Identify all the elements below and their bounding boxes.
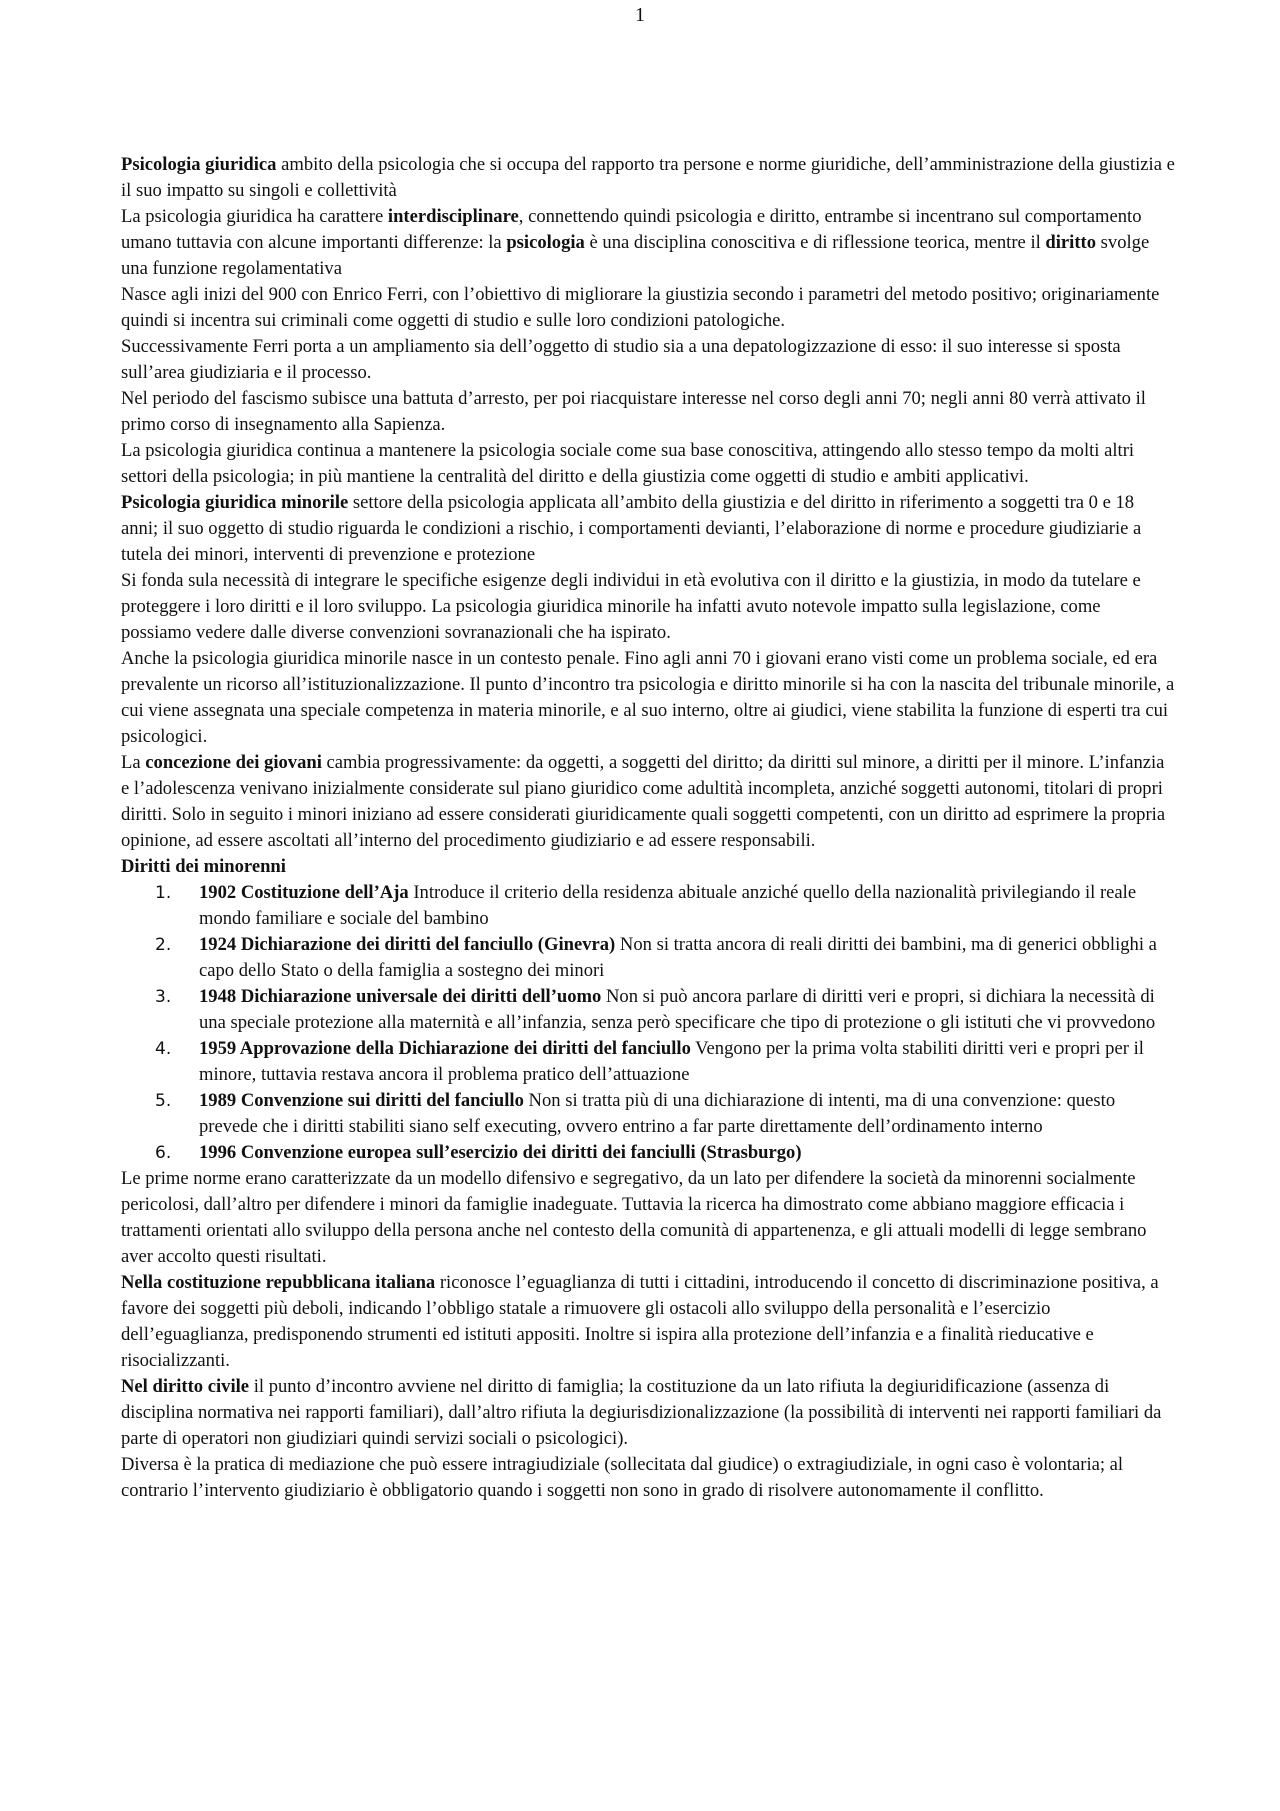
paragraph-costituzione: Nella costituzione repubblicana italiana riconosce l’eguaglianza di tutti i cittadini, introducendo il concetto di discriminazione positiva, a favore dei soggetti più deboli, indicando l’obbligo statale a rimuovere gli ostacoli allo sviluppo della personalità e l’esercizio dell’eguaglianza, predisponendo strumenti ed istituti appositi. Inoltre si ispira alla protezione dell’infanzia e a finalità rieducative e risocializzanti. bbox=[121, 1272, 1159, 1371]
list-item-text: Non si tratta ancora di reali diritti dei bambini, ma di generici obblighi a capo dello Stato o della famiglia a sostegno dei minori bbox=[199, 934, 1157, 981]
list-item-title: 1924 Dichiarazione dei diritti del fanciullo (Ginevra) bbox=[199, 934, 616, 955]
document-body bbox=[121, 152, 1175, 1504]
list-item-title: 1989 Convenzione sui diritti del fanciullo bbox=[199, 1090, 524, 1111]
term-psicologia: psicologia bbox=[506, 232, 585, 253]
paragraph-penal-context: Anche la psicologia giuridica minorile nasce in un contesto penale. Fino agli anni 70 i giovani erano visti come un problema sociale, ed era prevalente un ricorso all’istituzionalizzazione. Il punto d’incontro tra psicologia e diritto minorile si ha con la nascita del tribunale minorile, a cui viene assegnata una speciale competenza in materia minorile, e al suo interno, oltre ai giudici, viene stabilita la funzione di esperti tra cui psicologici. bbox=[121, 648, 1175, 747]
term-psicologia-giuridica-minorile: Psicologia giuridica minorile bbox=[121, 492, 349, 513]
list-item-title: 1996 Convenzione europea sull’esercizio dei diritti dei fanciulli (Strasburgo) bbox=[199, 1142, 802, 1163]
paragraph-interdisciplinary: La psicologia giuridica ha carattere interdisciplinare, connettendo quindi psicologia e diritto, entrambe si incentrano sul comportamento umano tuttavia con alcune importanti differenze: la psicologia è una disciplina conoscitiva e di riflessione teorica, mentre il diritto svolge una funzione regolamentativa bbox=[121, 206, 1150, 279]
list-item bbox=[121, 1088, 1175, 1140]
list-item-text: Introduce il criterio della residenza abituale anziché quello della nazionalità privilegiando il reale mondo familiare e sociale del bambino bbox=[199, 882, 1137, 929]
list-item bbox=[121, 880, 1175, 932]
paragraph-ferri: Successivamente Ferri porta a un ampliamento sia dell’oggetto di studio sia a una depatologizzazione di esso: il suo interesse si sposta sull’area giudiziaria e il processo. bbox=[121, 336, 1121, 383]
paragraph-definition: Psicologia giuridica ambito della psicologia che si occupa del rapporto tra persone e norme giuridiche, dell’amministrazione della giustizia e il suo impatto su singoli e collettività bbox=[121, 154, 1175, 201]
term-diritto: diritto bbox=[1045, 232, 1097, 253]
list-item-title: 1902 Costituzione dell’Aja bbox=[199, 882, 409, 903]
list-number: 6. bbox=[155, 1143, 172, 1163]
paragraph-origins: Nasce agli inizi del 900 con Enrico Ferri, con l’obiettivo di migliorare la giustizia secondo i parametri del metodo positivo; originariamente quindi si incentra sui criminali come oggetti di studio e sulle loro condizioni patologiche. bbox=[121, 284, 1160, 331]
list-item bbox=[121, 1140, 1175, 1166]
page-number: 1 bbox=[635, 4, 645, 26]
list-item bbox=[121, 1036, 1175, 1088]
list-item bbox=[121, 984, 1175, 1036]
list-number: 3. bbox=[155, 987, 172, 1007]
rights-heading: Diritti dei minorenni bbox=[121, 856, 286, 877]
list-number: 1. bbox=[155, 883, 172, 903]
term-costituzione-repubblicana: Nella costituzione repubblicana italiana bbox=[121, 1272, 436, 1293]
list-number: 2. bbox=[155, 935, 172, 955]
paragraph-diritto-civile: Nel diritto civile il punto d’incontro avviene nel diritto di famiglia; la costituzione da un lato rifiuta la degiuridificazione (assenza di disciplina normativa nei rapporti familiari), dall’altro rifiuta la degiurisdizionalizzazione (la possibilità di interventi nei rapporti familiari da parte di operatori non giudiziari quindi servizi sociali o psicologici). bbox=[121, 1376, 1162, 1449]
term-psicologia-giuridica: Psicologia giuridica bbox=[121, 154, 277, 175]
paragraph-foundation: Si fonda sula necessità di integrare le specifiche esigenze degli individui in età evolutiva con il diritto e la giustizia, in modo da tutelare e proteggere i loro diritti e il loro sviluppo. La psicologia giuridica minorile ha infatti avuto notevole impatto sulla legislazione, come possiamo vedere dalle diverse convenzioni sovranazionali che ha ispirato. bbox=[121, 570, 1141, 643]
list-item-title: 1948 Dichiarazione universale dei diritti dell’uomo bbox=[199, 986, 602, 1007]
paragraph-early-norms: Le prime norme erano caratterizzate da un modello difensivo e segregativo, da un lato per difendere la società da minorenni socialmente pericolosi, dall’altro per difendere i minori da famiglie inadeguate. Tuttavia la ricerca ha dimostrato come abbiano maggiore efficacia i trattamenti orientati allo sviluppo della persona anche nel contesto della comunità di appartenenza, e gli attuali modelli di legge sembrano aver accolto questi risultati. bbox=[121, 1168, 1147, 1267]
list-number: 5. bbox=[155, 1091, 172, 1111]
term-concezione-dei-giovani: concezione dei giovani bbox=[145, 752, 322, 773]
paragraph-mediazione: Diversa è la pratica di mediazione che può essere intragiudiziale (sollecitata dal giudice) o extragiudiziale, in ogni caso è volontaria; al contrario l’intervento giudiziario è obbligatorio quando i soggetti non sono in grado di risolvere autonomamente il conflitto. bbox=[121, 1454, 1124, 1501]
term-diritto-civile: Nel diritto civile bbox=[121, 1376, 250, 1397]
list-item-text: Non si può ancora parlare di diritti veri e propri, si dichiara la necessità di una speciale protezione alla maternità e all’infanzia, senza però specificare che tipo di protezione o gli istituti che vi provvedono bbox=[199, 986, 1156, 1033]
list-number: 4. bbox=[155, 1039, 172, 1059]
paragraph-fascism: Nel periodo del fascismo subisce una battuta d’arresto, per poi riacquistare interesse nel corso degli anni 70; negli anni 80 verrà attivato il primo corso di insegnamento alla Sapienza. bbox=[121, 388, 1146, 435]
rights-list bbox=[121, 880, 1175, 1166]
list-item bbox=[121, 932, 1175, 984]
list-item-text: Vengono per la prima volta stabiliti diritti veri e propri per il minore, tuttavia restava ancora il problema pratico dell’attuazione bbox=[199, 1038, 1144, 1085]
list-item-text: Non si tratta più di una dichiarazione di intenti, ma di una convenzione: questo prevede che i diritti stabiliti siano self executing, ovvero entrino a far parte direttamente dell’ordinamento interno bbox=[199, 1090, 1116, 1137]
paragraph-minorile-definition: Psicologia giuridica minorile settore della psicologia applicata all’ambito della giustizia e del diritto in riferimento a soggetti tra 0 e 18 anni; il suo oggetto di studio riguarda le condizioni a rischio, i comportamenti devianti, l’elaborazione di norme e procedure giudiziarie a tutela dei minori, interventi di prevenzione e protezione bbox=[121, 492, 1142, 565]
list-item-title: 1959 Approvazione della Dichiarazione dei diritti del fanciullo bbox=[199, 1038, 691, 1059]
paragraph-social-base: La psicologia giuridica continua a mantenere la psicologia sociale come sua base conoscitiva, attingendo allo stesso tempo da molti altri settori della psicologia; in più mantiene la centralità del diritto e della giustizia come oggetti di studio e ambiti applicativi. bbox=[121, 440, 1135, 487]
term-interdisciplinare: interdisciplinare bbox=[387, 206, 519, 227]
paragraph-concezione: La concezione dei giovani cambia progressivamente: da oggetti, a soggetti del diritto; da diritti sul minore, a diritti per il minore. L’infanzia e l’adolescenza venivano inizialmente considerate sul piano giuridico come adultità incompleta, anziché soggetti autonomi, titolari di propri diritti. Solo in seguito i minori iniziano ad essere considerati giuridicamente quali soggetti competenti, con un diritto ad esprimere la propria opinione, ad essere ascoltati all’interno del procedimento giudiziario e ad essere responsabili. bbox=[121, 752, 1166, 851]
